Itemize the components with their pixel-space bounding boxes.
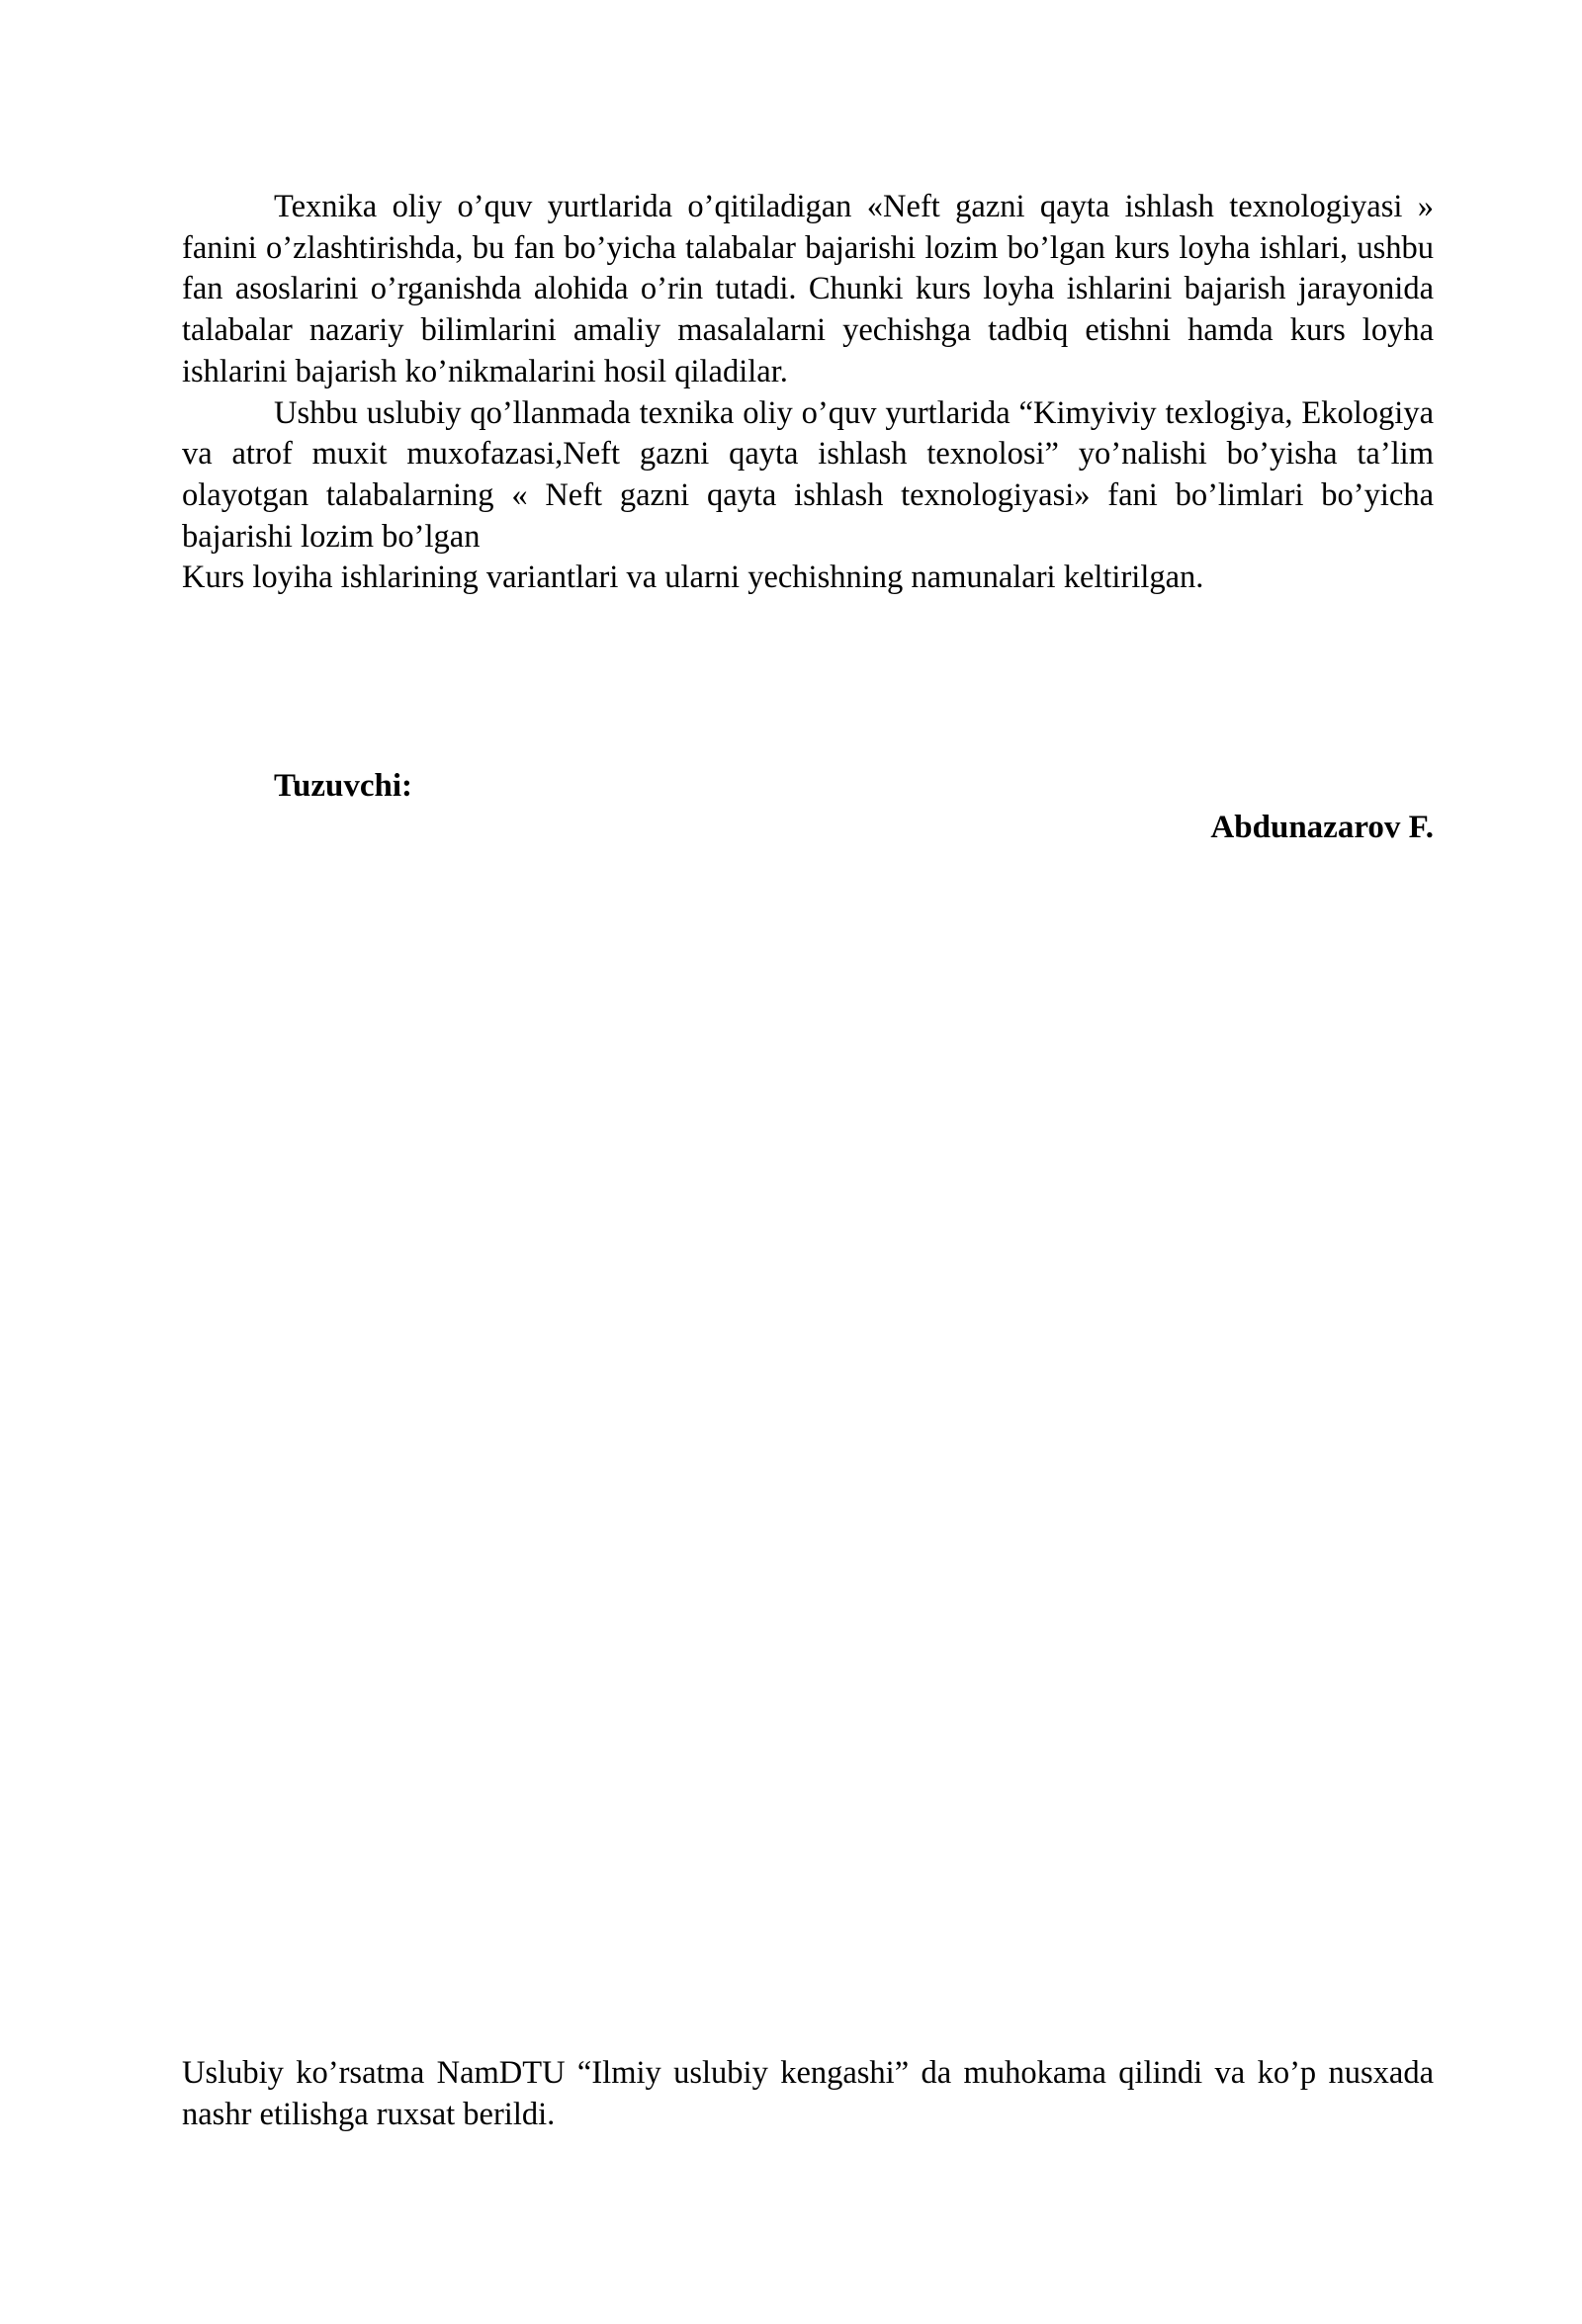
intro-section <box>182 187 1434 599</box>
approval-section <box>182 2053 1434 2135</box>
intro-paragraph-1: Texnika oliy o’quv yurtlarida o’qitiladigan «Neft gazni qayta ishlash texnologiyasi » fanini o’zlashtirishda, bu fan bo’yicha talabalar bajarishi lozim bo’lgan kurs loyha ishlari, ushbu fan asoslarini o’rganishda alohida o’rin tutadi. Chunki kurs loyha ishlarini bajarish jarayonida talabalar nazariy bilimlarini amaliy masalalarni yechishga tadbiq etishni hamda kurs loyha ishlarini bajarish ko’nikmalarini hosil qiladilar. <box>182 189 1434 389</box>
compiler-label: Tuzuvchi: <box>274 768 412 804</box>
approval-note: Uslubiy ko’rsatma NamDTU “Ilmiy uslubiy kengashi” da muhokama qilindi va ko’p nusxada nashr etilishga ruxsat berildi. <box>182 2055 1434 2132</box>
compiler-name: Abdunazarov F. <box>1210 810 1434 845</box>
intro-paragraph-3: Kurs loyiha ishlarining variantlari va ularni yechishning namunalari keltirilgan. <box>182 559 1204 596</box>
intro-paragraph-2: Ushbu uslubiy qo’llanmada texnika oliy o’quv yurtlarida “Kimyiviy texlogiya, Ekologiya va atrof muxit muxofazasi,Neft gazni qayta ishlash texnolosi” yo’nalishi bo’yisha ta’lim olayotgan talabalarning « Neft gazni qayta ishlash texnologiyasi» fani bo’limlari bo’yicha bajarishi lozim bo’lgan <box>182 394 1434 555</box>
